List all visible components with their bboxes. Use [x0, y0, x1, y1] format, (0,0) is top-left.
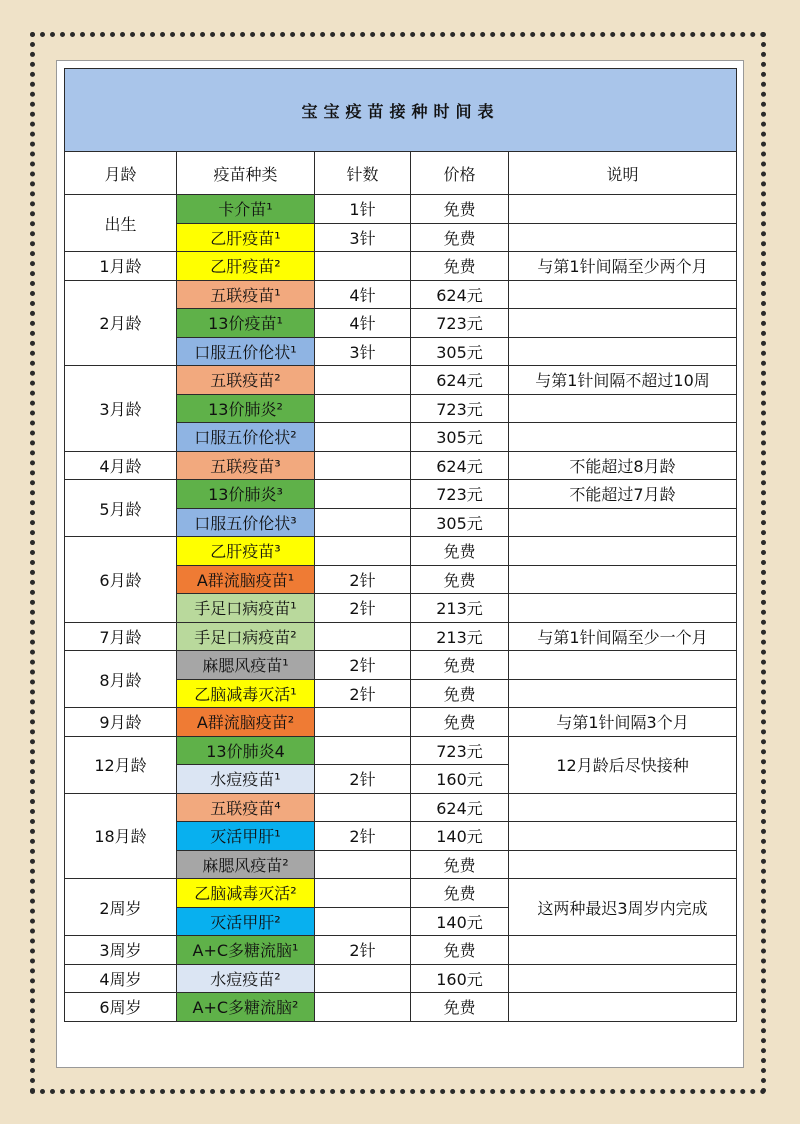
table-row: [65, 366, 737, 395]
header-vaccine: 疫苗种类: [177, 152, 315, 195]
price-cell: 免费: [411, 679, 509, 708]
price-cell: 免费: [411, 223, 509, 252]
price-cell: 624元: [411, 366, 509, 395]
age-cell: 18月龄: [65, 793, 177, 879]
note-cell: [509, 195, 737, 224]
price-cell: 723元: [411, 480, 509, 509]
vaccine-cell: 乙脑减毒灭活¹: [177, 679, 315, 708]
vaccine-cell: 13价肺炎²: [177, 394, 315, 423]
doses-cell: [315, 850, 411, 879]
vaccine-cell: 口服五价伦状²: [177, 423, 315, 452]
note-cell: 与第1针间隔3个月: [509, 708, 737, 737]
header-note: 说明: [509, 152, 737, 195]
age-cell: 6周岁: [65, 993, 177, 1022]
doses-cell: [315, 964, 411, 993]
note-cell: [509, 394, 737, 423]
vaccine-cell: 13价疫苗¹: [177, 309, 315, 338]
note-cell: [509, 651, 737, 680]
doses-cell: 2针: [315, 936, 411, 965]
price-cell: 160元: [411, 964, 509, 993]
doses-cell: [315, 366, 411, 395]
price-cell: 624元: [411, 280, 509, 309]
table-row: [65, 793, 737, 822]
doses-cell: 3针: [315, 223, 411, 252]
note-cell: [509, 936, 737, 965]
age-cell: 5月龄: [65, 480, 177, 537]
doses-cell: 2针: [315, 822, 411, 851]
table-row: [65, 708, 737, 737]
doses-cell: [315, 708, 411, 737]
price-cell: 723元: [411, 736, 509, 765]
doses-cell: 2针: [315, 651, 411, 680]
vaccine-cell: 13价肺炎4: [177, 736, 315, 765]
price-cell: 免费: [411, 936, 509, 965]
note-cell: [509, 679, 737, 708]
note-cell: [509, 309, 737, 338]
note-cell: 12月龄后尽快接种: [509, 736, 737, 793]
vaccine-cell: 手足口病疫苗²: [177, 622, 315, 651]
age-cell: 7月龄: [65, 622, 177, 651]
doses-cell: [315, 736, 411, 765]
price-cell: 160元: [411, 765, 509, 794]
doses-cell: [315, 879, 411, 908]
table-row: [65, 736, 737, 765]
doses-cell: 2针: [315, 765, 411, 794]
note-cell: 与第1针间隔至少两个月: [509, 252, 737, 281]
doses-cell: [315, 622, 411, 651]
vaccine-cell: A群流脑疫苗¹: [177, 565, 315, 594]
vaccine-cell: 五联疫苗¹: [177, 280, 315, 309]
vaccine-cell: 水痘疫苗¹: [177, 765, 315, 794]
vaccine-cell: 口服五价伦状³: [177, 508, 315, 537]
age-cell: 8月龄: [65, 651, 177, 708]
table-row: [65, 936, 737, 965]
vaccine-cell: A+C多糖流脑¹: [177, 936, 315, 965]
age-cell: 6月龄: [65, 537, 177, 623]
price-cell: 213元: [411, 594, 509, 623]
age-cell: 4月龄: [65, 451, 177, 480]
age-cell: 2周岁: [65, 879, 177, 936]
vaccine-cell: 口服五价伦状¹: [177, 337, 315, 366]
note-cell: [509, 565, 737, 594]
doses-cell: 2针: [315, 565, 411, 594]
doses-cell: 3针: [315, 337, 411, 366]
vaccine-cell: 13价肺炎³: [177, 480, 315, 509]
doses-cell: [315, 423, 411, 452]
table-row: [65, 537, 737, 566]
note-cell: [509, 280, 737, 309]
vaccine-cell: 麻腮风疫苗²: [177, 850, 315, 879]
note-cell: [509, 508, 737, 537]
table-row: [65, 622, 737, 651]
vaccine-cell: 卡介苗¹: [177, 195, 315, 224]
price-cell: 140元: [411, 907, 509, 936]
note-cell: 与第1针间隔至少一个月: [509, 622, 737, 651]
price-cell: 免费: [411, 195, 509, 224]
price-cell: 免费: [411, 537, 509, 566]
price-cell: 免费: [411, 252, 509, 281]
price-cell: 723元: [411, 309, 509, 338]
age-cell: 3周岁: [65, 936, 177, 965]
table-row: [65, 451, 737, 480]
doses-cell: [315, 537, 411, 566]
price-cell: 305元: [411, 508, 509, 537]
vaccine-cell: 手足口病疫苗¹: [177, 594, 315, 623]
table-row: [65, 993, 737, 1022]
vaccine-cell: 乙肝疫苗¹: [177, 223, 315, 252]
table-row: [65, 964, 737, 993]
table-row: [65, 480, 737, 509]
note-cell: [509, 337, 737, 366]
doses-cell: 1针: [315, 195, 411, 224]
age-cell: 4周岁: [65, 964, 177, 993]
price-cell: 免费: [411, 993, 509, 1022]
note-cell: [509, 594, 737, 623]
age-cell: 9月龄: [65, 708, 177, 737]
doses-cell: [315, 993, 411, 1022]
vaccine-cell: A+C多糖流脑²: [177, 993, 315, 1022]
price-cell: 免费: [411, 651, 509, 680]
doses-cell: [315, 252, 411, 281]
price-cell: 305元: [411, 423, 509, 452]
table-title: 宝宝疫苗接种时间表: [65, 69, 737, 152]
doses-cell: [315, 480, 411, 509]
vaccine-cell: 灭活甲肝²: [177, 907, 315, 936]
age-cell: 2月龄: [65, 280, 177, 366]
price-cell: 免费: [411, 708, 509, 737]
note-cell: [509, 793, 737, 822]
vaccine-cell: 乙肝疫苗³: [177, 537, 315, 566]
vaccine-cell: 五联疫苗³: [177, 451, 315, 480]
header-price: 价格: [411, 152, 509, 195]
vaccine-cell: 灭活甲肝¹: [177, 822, 315, 851]
table-row: [65, 651, 737, 680]
table-row: [65, 879, 737, 908]
vaccine-cell: 乙脑减毒灭活²: [177, 879, 315, 908]
price-cell: 140元: [411, 822, 509, 851]
price-cell: 免费: [411, 879, 509, 908]
note-cell: 与第1针间隔不超过10周: [509, 366, 737, 395]
price-cell: 624元: [411, 793, 509, 822]
note-cell: [509, 993, 737, 1022]
price-cell: 305元: [411, 337, 509, 366]
vaccine-cell: A群流脑疫苗²: [177, 708, 315, 737]
note-cell: [509, 423, 737, 452]
vaccine-cell: 乙肝疫苗²: [177, 252, 315, 281]
vaccine-cell: 麻腮风疫苗¹: [177, 651, 315, 680]
note-cell: [509, 850, 737, 879]
note-cell: 这两种最迟3周岁内完成: [509, 879, 737, 936]
doses-cell: [315, 907, 411, 936]
vaccine-schedule-table: [64, 68, 737, 1022]
table-row: [65, 195, 737, 224]
header-row: [65, 152, 737, 195]
vaccine-cell: 五联疫苗⁴: [177, 793, 315, 822]
age-cell: 3月龄: [65, 366, 177, 452]
vaccine-cell: 五联疫苗²: [177, 366, 315, 395]
note-cell: [509, 964, 737, 993]
note-cell: [509, 223, 737, 252]
doses-cell: [315, 451, 411, 480]
price-cell: 免费: [411, 850, 509, 879]
header-age: 月龄: [65, 152, 177, 195]
doses-cell: 4针: [315, 309, 411, 338]
age-cell: 出生: [65, 195, 177, 252]
price-cell: 624元: [411, 451, 509, 480]
doses-cell: [315, 793, 411, 822]
age-cell: 12月龄: [65, 736, 177, 793]
doses-cell: 2针: [315, 594, 411, 623]
note-cell: [509, 822, 737, 851]
doses-cell: 4针: [315, 280, 411, 309]
age-cell: 1月龄: [65, 252, 177, 281]
note-cell: 不能超过8月龄: [509, 451, 737, 480]
table-row: [65, 252, 737, 281]
doses-cell: [315, 508, 411, 537]
note-cell: 不能超过7月龄: [509, 480, 737, 509]
doses-cell: 2针: [315, 679, 411, 708]
price-cell: 免费: [411, 565, 509, 594]
price-cell: 723元: [411, 394, 509, 423]
header-doses: 针数: [315, 152, 411, 195]
doses-cell: [315, 394, 411, 423]
note-cell: [509, 537, 737, 566]
price-cell: 213元: [411, 622, 509, 651]
table-row: [65, 280, 737, 309]
vaccine-cell: 水痘疫苗²: [177, 964, 315, 993]
